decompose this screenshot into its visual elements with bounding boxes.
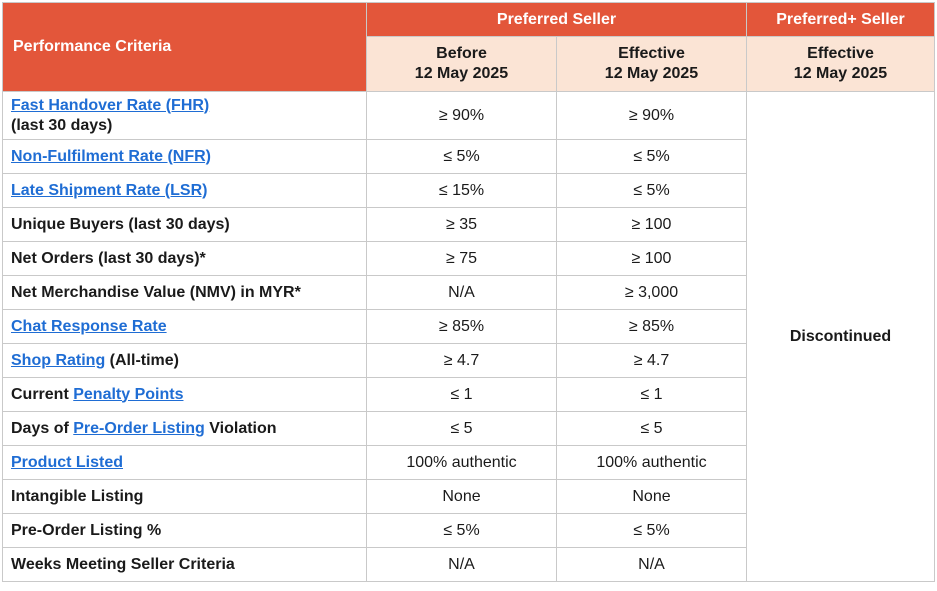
effective-value: ≤ 5% [557,174,747,208]
criteria-cell: Unique Buyers (last 30 days) [3,208,367,242]
before-value: ≥ 4.7 [367,344,557,378]
effective-value: ≤ 1 [557,378,747,412]
before-header-line1: Before [436,45,487,62]
before-header-line2: 12 May 2025 [414,65,509,82]
criteria-cell [3,344,367,378]
before-value: ≥ 85% [367,310,557,344]
before-value: 100% authentic [367,446,557,480]
criteria-cell [3,412,367,446]
criteria-cell [3,310,367,344]
criteria-cell [3,140,367,174]
criteria-suffix: (All-time) [105,351,179,369]
criteria-prefix: Current [11,385,74,403]
effective-value: ≥ 100 [557,242,747,276]
before-value: ≤ 1 [367,378,557,412]
before-value: ≥ 35 [367,208,557,242]
plus-status-cell: Discontinued [747,92,935,582]
effective-header-line2: 12 May 2025 [604,65,699,82]
before-value: N/A [367,276,557,310]
criteria-suffix: (last 30 days) [11,116,113,134]
before-header [367,37,557,92]
effective-value: N/A [557,548,747,582]
plus-effective-header [747,37,935,92]
criteria-link[interactable]: Late Shipment Rate (LSR) [11,181,208,199]
table-row [3,92,935,140]
effective-value: ≥ 85% [557,310,747,344]
before-value: ≤ 15% [367,174,557,208]
effective-value: ≥ 3,000 [557,276,747,310]
effective-value: ≤ 5% [557,514,747,548]
criteria-prefix: Days of [11,419,74,437]
seller-criteria-table [2,2,935,582]
criteria-link[interactable]: Non-Fulfilment Rate (NFR) [11,147,211,165]
effective-header-line1: Effective [618,45,685,62]
before-value: ≥ 75 [367,242,557,276]
effective-value: 100% authentic [557,446,747,480]
effective-header [557,37,747,92]
effective-value: ≥ 100 [557,208,747,242]
criteria-cell [3,378,367,412]
criteria-link[interactable]: Chat Response Rate [11,317,167,335]
effective-value: ≤ 5 [557,412,747,446]
preferred-plus-header: Preferred+ Seller [747,3,935,37]
effective-value: ≤ 5% [557,140,747,174]
plus-effective-header-line1: Effective [807,45,874,62]
preferred-seller-header: Preferred Seller [367,3,747,37]
criteria-cell: Weeks Meeting Seller Criteria [3,548,367,582]
criteria-link[interactable]: Pre-Order Listing [73,419,205,437]
criteria-suffix: Violation [204,419,277,437]
criteria-cell: Pre-Order Listing % [3,514,367,548]
before-value: ≤ 5 [367,412,557,446]
before-value: None [367,480,557,514]
criteria-cell: Intangible Listing [3,480,367,514]
effective-value: None [557,480,747,514]
criteria-link[interactable]: Fast Handover Rate (FHR) [11,96,210,114]
before-value: ≤ 5% [367,140,557,174]
criteria-cell [3,174,367,208]
criteria-header: Performance Criteria [3,3,367,92]
plus-effective-header-line2: 12 May 2025 [793,65,888,82]
criteria-link[interactable]: Product Listed [11,453,124,471]
criteria-cell [3,92,367,140]
effective-value: ≥ 90% [557,92,747,140]
criteria-link[interactable]: Penalty Points [73,385,184,403]
before-value: ≥ 90% [367,92,557,140]
criteria-cell [3,446,367,480]
before-value: ≤ 5% [367,514,557,548]
effective-value: ≥ 4.7 [557,344,747,378]
criteria-cell: Net Orders (last 30 days)* [3,242,367,276]
criteria-link[interactable]: Shop Rating [11,351,106,369]
criteria-cell: Net Merchandise Value (NMV) in MYR* [3,276,367,310]
before-value: N/A [367,548,557,582]
